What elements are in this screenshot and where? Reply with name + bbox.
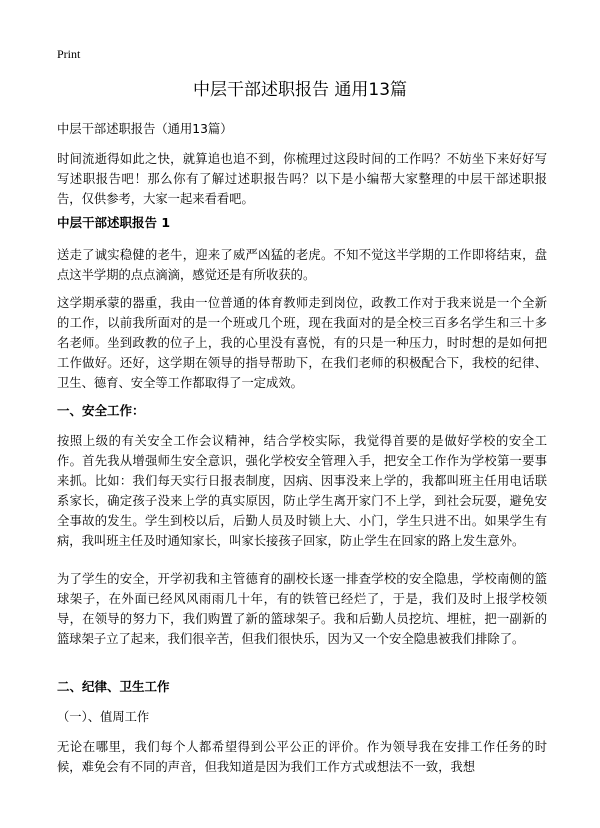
paragraph-3: 按照上级的有关安全工作会议精神，结合学校实际，我觉得首要的是做好学校的安全工作。首先我从增强师生安全意识，强化学校安全管理入手，把安全工作作为学校第一要事来抓。比如：我们每天实行日报表制度，因病、因事没来上学的，我都叫班主任用电话联系家长，确定孩子没来上学的真实原因，防止学生离开家门不上学，到社会玩耍，避免安全事故的发生。学生到校以后，后勤人员及时锁上大、小门，学生只进不出。如果学生有病，我叫班主任及时通知家长，叫家长接孩子回家，防止学生在回家的路上发生意外。 (57, 434, 547, 548)
heading-discipline-hygiene: 二、纪律、卫生工作 (57, 679, 170, 694)
paragraph-1: 送走了诚实稳健的老牛，迎来了威严凶猛的老虎。不知不觉这半学期的工作即将结束，盘点这半学期的点点滴滴，感觉还是有所收获的。 (57, 248, 547, 282)
document-subtitle: 中层干部述职报告（通用13篇） (57, 122, 233, 136)
print-label: Print (57, 47, 81, 61)
document-title: 中层干部述职报告 通用13篇 (192, 80, 408, 100)
paragraph-2: 这学期承蒙的器重，我由一位普通的体育教师走到岗位，政教工作对于我来说是一个全新的工作，以前我所面对的是一个班或几个班，现在我面对的是全校三百多名学生和三十多名老师。坐到政教的位子上，我的心里没有喜悦，有的只是一种压力，时时想的是如何把工作做好。还好，这学期在领导的指导帮助下，在我们老师的积极配合下，我校的纪律、卫生、德育、安全等工作都取得了一定成效。 (57, 296, 547, 390)
section-heading-report-1: 中层干部述职报告 1 (57, 215, 171, 230)
sub-item-duty-week: （一）、值周工作 (57, 710, 150, 724)
paragraph-4: 为了学生的安全，开学初我和主管德育的副校长逐一排查学校的安全隐患，学校南侧的篮球架子，在外面已经风风雨雨几十年，有的铁管已经烂了，于是，我们及时上报学校领导，在领导的努力下，我们购置了新的篮球架子。我和后勤人员挖坑、埋桩，把一副新的篮球架子立了起来，我们很辛苦，但我们很快乐，因为又一个安全隐患被我们排除了。 (57, 572, 547, 646)
heading-safety-work: 一、安全工作： (57, 403, 145, 418)
paragraph-5: 无论在哪里，我们每个人都希望得到公平公正的评价。作为领导我在安排工作任务的时候，难免会有不同的声音，但我知道是因为我们工作方式或想法不一致，我想 (57, 740, 547, 774)
intro-paragraph: 时间流逝得如此之快，就算追也追不到，你梳理过这段时间的工作吗？不妨坐下来好好写写述职报告吧！那么你有了解过述职报告吗？以下是小编帮大家整理的中层干部述职报告，仅供参考，大家一起来看看吧。 (57, 152, 547, 206)
